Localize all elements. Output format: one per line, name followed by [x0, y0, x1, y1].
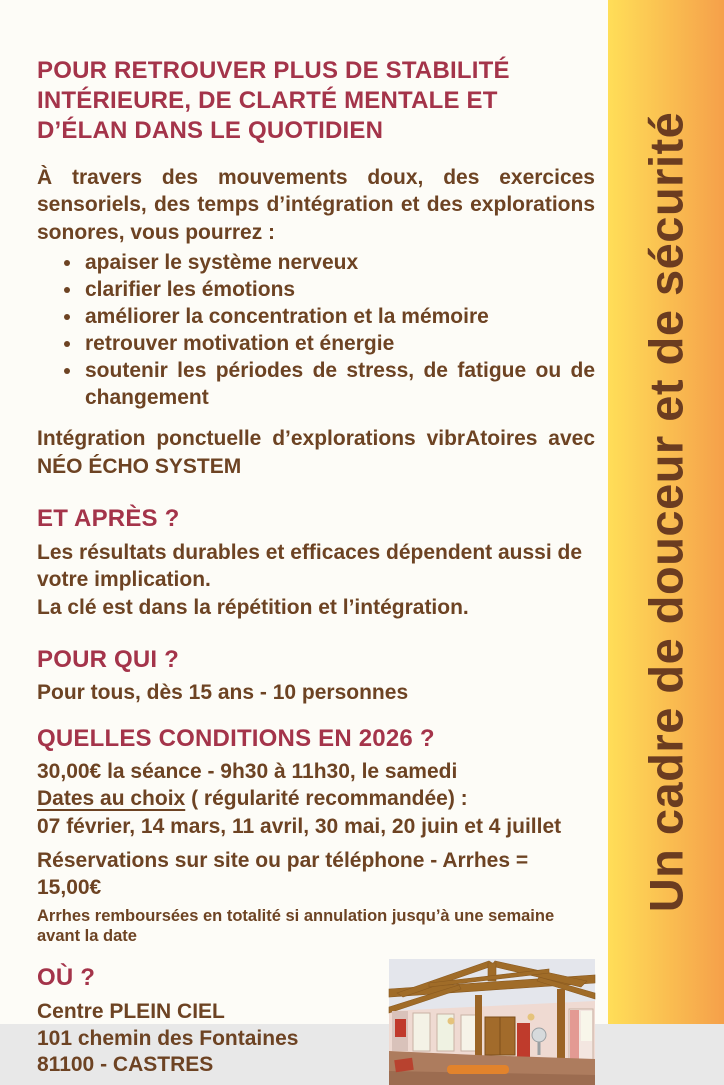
section-heading-audience: POUR QUI ?: [37, 645, 180, 673]
intro-title: POUR RETROUVER PLUS DE STABILITÉ INTÉRIEURE, DE CLARTÉ MENTALE ET D’ÉLAN DANS LE QUOTIDIEN: [37, 57, 510, 144]
venue-city: 81100 - CASTRES: [37, 1053, 214, 1077]
section-heading-after: ET APRÈS ?: [37, 504, 180, 532]
photo-sconce: [528, 1013, 535, 1020]
dates-label: Dates au choix: [37, 787, 186, 811]
sidebar-vertical-text: Un cadre de douceur et de sécurité: [639, 111, 693, 913]
audience-line: Pour tous, dès 15 ans - 10 personnes: [37, 680, 409, 704]
after-lines: [37, 539, 595, 621]
photo-sconce: [448, 1017, 455, 1024]
venue-photo: [389, 959, 595, 1085]
refund-note: Arrhes remboursées en totalité si annulation jusqu’à une semaine avant la date: [37, 906, 555, 946]
content-column: [37, 0, 595, 1085]
benefit-item: • retrouver motivation et énergie: [83, 330, 595, 357]
venue-address-block: [37, 963, 298, 1079]
booking-line: Réservations sur site ou par téléphone - Arrhes = 15,00€: [37, 849, 529, 900]
after-line-2: La clé est dans la répétition et l’intégration.: [37, 595, 469, 619]
benefit-item: • clarifier les émotions: [83, 276, 595, 303]
benefit-item: • soutenir les périodes de stress, de fatigue ou de changement: [83, 357, 595, 411]
price-line: 30,00€ la séance - 9h30 à 11h30, le samedi: [37, 760, 458, 784]
dates-list: 07 février, 14 mars, 11 avril, 30 mai, 20 juin et 4 juillet: [37, 814, 562, 838]
after-line-1: Les résultats durables et efficaces dépendent aussi de votre implication.: [37, 540, 583, 592]
venue-street: 101 chemin des Fontaines: [37, 1026, 299, 1050]
benefit-item: • améliorer la concentration et la mémoire: [83, 303, 595, 330]
venue-name: Centre PLEIN CIEL: [37, 999, 225, 1023]
sidebar-banner: [608, 0, 724, 1024]
intro-lead: À travers des mouvements doux, des exercices sensoriels, des temps d’intégration et des explorations sonores, vous pourrez :: [37, 166, 595, 244]
photo-orange-mat: [447, 1065, 509, 1074]
dates-line: [37, 785, 595, 812]
where-section: [37, 963, 595, 1085]
section-heading-where: OÙ ?: [37, 963, 96, 991]
photo-cabinet: [485, 1017, 515, 1055]
section-heading-conditions: QUELLES CONDITIONS EN 2026 ?: [37, 725, 435, 753]
dates-suffix: ( régularité recommandée) :: [185, 787, 468, 811]
photo-small-mat: [394, 1058, 413, 1072]
photo-right-window: [569, 1009, 593, 1061]
benefit-item: • apaiser le système nerveux: [83, 249, 595, 276]
benefits-list: [37, 249, 595, 411]
vibratory-note: Intégration ponctuelle d’explorations vibrAtoires avec NÉO ÉCHO SYSTEM: [37, 427, 595, 478]
photo-red-mat: [517, 1023, 530, 1059]
